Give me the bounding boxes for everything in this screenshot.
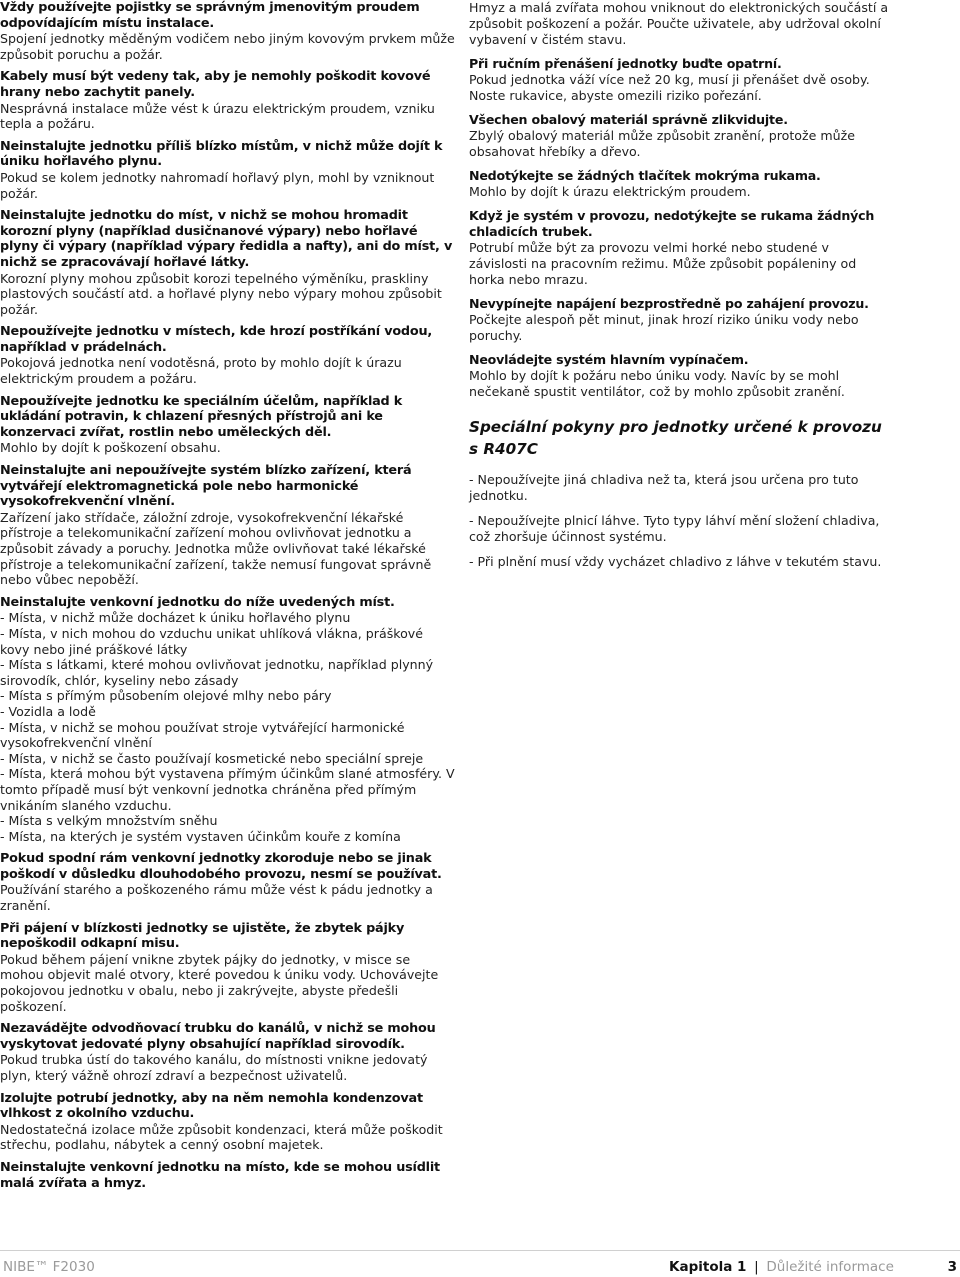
section-water-splash <box>0 324 456 386</box>
list-item: - Vozidla a lodě <box>0 703 96 719</box>
section-soldering <box>0 921 456 1015</box>
section-outdoor-locations <box>0 595 456 845</box>
section-heading: Nevypínejte napájení bezprostředně po zahájení provozu. <box>469 296 869 311</box>
list-item: - Místa, v nichž může docházet k úniku hořlavého plynu <box>0 610 351 626</box>
section-text: Zbylý obalový materiál může způsobit zranění, protože může obsahovat hřebíky a dřevo. <box>469 128 855 159</box>
list-item: - Místa s látkami, které mohou ovlivňovat jednotku, například plynný sirovodík, chlór, kyseliny nebo zásady <box>0 657 434 688</box>
section-packaging <box>469 112 890 160</box>
section-text: Pokojová jednotka není vodotěsná, proto by mohlo dojít k úrazu elektrickým proudem a požáru. <box>0 355 402 387</box>
section-heading: Při ručním přenášení jednotky buďte opatrní. <box>469 56 782 71</box>
footer-separator: | <box>754 1259 759 1275</box>
list-item: - Při plnění musí vždy vycházet chladivo z láhve v tekutém stavu. <box>469 554 882 569</box>
section-cables <box>0 69 456 131</box>
section-corrosive-gas <box>0 208 456 317</box>
section-text: Spojení jednotky měděným vodičem nebo jiným kovovým prvkem může způsobit poruchu a požár. <box>0 31 455 62</box>
list-item: - Místa, na kterých je systém vystaven účinkům kouře z komína <box>0 828 401 844</box>
section-heading: Neinstalujte venkovní jednotku do níže uvedených míst. <box>0 594 395 610</box>
list-item: - Místa, která mohou být vystavena přímým účinkům slané atmosféry. V tomto případě musí být venkovní jednotka chráněna před přímým vnikáním slaného vzduchu. <box>0 766 455 813</box>
section-heading: Neinstalujte venkovní jednotku na místo, kde se mohou usídlit malá zvířata a hmyz. <box>0 1159 440 1191</box>
section-fuses <box>0 0 456 62</box>
chapter-title: Důležité informace <box>766 1259 894 1275</box>
special-instructions-heading: Speciální pokyny pro jednotky určené k provozu s R407C <box>469 418 882 458</box>
section-carrying <box>469 56 890 104</box>
section-text: Mohlo by dojít k úrazu elektrickým proudem. <box>469 184 751 199</box>
footer-brand: NIBE™ F2030 <box>3 1259 95 1275</box>
section-heading: Při pájení v blízkosti jednotky se ujistěte, že zbytek pájky nepoškodil odkapní misu. <box>0 920 405 952</box>
list-item: - Místa s přímým působením olejové mlhy nebo páry <box>0 688 332 704</box>
section-text: Hmyz a malá zvířata mohou vniknout do elektronických součástí a způsobit poškození a požár. Poučte uživatele, aby udržoval okolní vybavení v čistém stavu. <box>469 0 889 47</box>
page-number: 3 <box>947 1259 957 1275</box>
section-heading: Když je systém v provozu, nedotýkejte se rukama žádných chladicích trubek. <box>469 208 875 239</box>
section-heading: Nedotýkejte se žádných tlačítek mokrýma rukama. <box>469 168 821 183</box>
list-item: - Místa s velkým množstvím sněhu <box>0 813 218 829</box>
footer-chapter <box>669 1259 894 1275</box>
section-text: Pokud jednotka váží více než 20 kg, musí ji přenášet dvě osoby. Noste rukavice, abyste omezili riziko pořezání. <box>469 72 870 103</box>
list-item: - Místa, v nichž se často používají kosmetické nebo speciální spreje <box>0 750 424 766</box>
section-heading: Izolujte potrubí jednotky, aby na něm nemohla kondenzovat vlhkost z okolního vzduchu. <box>0 1090 423 1122</box>
section-special-purposes <box>0 394 456 456</box>
right-column <box>469 0 890 579</box>
section-heading: Neinstalujte ani nepoužívejte systém blízko zařízení, která vytvářejí elektromagnetická pole nebo harmonické vysokofrekvenční vlnění. <box>0 463 412 510</box>
chapter-label: Kapitola 1 <box>669 1259 747 1275</box>
section-text: Pokud se kolem jednotky nahromadí hořlavý plyn, mohl by vzniknout požár. <box>0 169 435 201</box>
section-text: Nesprávná instalace může vést k úrazu elektrickým proudem, vzniku tepla a požáru. <box>0 100 435 132</box>
section-corroded-frame <box>0 851 456 913</box>
section-text: Pokud během pájení vnikne zbytek pájky do jednotky, v misce se mohou objevit malé otvory, které povedou k úniku vody. Uchovávejte pokojovou jednotku v obalu, nebo ji zakrývejte, abyste předešli poškození. <box>0 951 439 1014</box>
section-heading: Nezavádějte odvodňovací trubku do kanálů, v nichž se mohou vyskytovat jedovaté plyny obsahující například sirovodík. <box>0 1021 436 1052</box>
section-heading: Neinstalujte jednotku příliš blízko místům, v nichž může dojít k úniku hořlavého plynu. <box>0 138 443 170</box>
section-animals-continued <box>469 0 890 48</box>
section-heading: Kabely musí být vedeny tak, aby je nemohly poškodit kovové hrany nebo zachytit panely. <box>0 69 431 100</box>
list-item: - Místa, v nichž se mohou používat stroje vytvářející harmonické vysokofrekvenční vlnění <box>0 719 405 751</box>
section-heading: Neinstalujte jednotku do míst, v nichž se mohou hromadit korozní plyny (například dusičnanové výpary) nebo hořlavé plyny či výpary (například výpary ředidla a nafty), ani do míst, v nichž se zpracovávají hořlavé látky. <box>0 208 453 270</box>
section-text: Nedostatečná izolace může způsobit kondenzaci, která může poškodit střechu, podlahu, nábytek a cenný osobní majetek. <box>0 1121 443 1153</box>
section-small-animals <box>0 1160 456 1191</box>
section-text: Počkejte alespoň pět minut, jinak hrozí riziko úniku vody nebo poruchy. <box>469 312 859 343</box>
section-cooling-pipes <box>469 208 890 288</box>
section-main-switch <box>469 352 890 400</box>
section-text: Zařízení jako střídače, záložní zdroje, vysokofrekvenční lékařské přístroje a telekomunikační zařízení mohou ovlivňovat jednotku a způsobit závady a poruchy. Jednotka může ovlivňovat také lékařské přístroje a telekomunikační zařízení, takže nemusí fungovat správně nebo vůbec nepoběží. <box>0 509 432 588</box>
section-drain-pipe <box>0 1021 456 1083</box>
section-heading: Pokud spodní rám venkovní jednotky zkoroduje nebo se jinak poškodí v důsledku dlouhodobého provozu, nesmí se používat. <box>0 851 442 882</box>
list-item: - Nepoužívejte jiná chladiva než ta, která jsou určena pro tuto jednotku. <box>469 472 859 503</box>
section-text: Korozní plyny mohou způsobit korozi tepelného výměníku, praskliny plastových součástí atd. a hořlavé plyny nebo výpary mohou způsobit požár. <box>0 270 442 317</box>
section-heading: Nepoužívejte jednotku ke speciálním účelům, například k ukládání potravin, k chlazení přesných přístrojů ani ke konzervaci zvířat, rostlin nebo uměleckých děl. <box>0 393 403 440</box>
section-heading: Neovládejte systém hlavním vypínačem. <box>469 352 749 367</box>
section-text: Pokud trubka ústí do takového kanálu, do místnosti vnikne jedovatý plyn, který vážně ohrozí zdraví a bezpečnost uživatelů. <box>0 1052 428 1083</box>
section-wet-hands <box>469 168 890 200</box>
section-flammable-gas <box>0 139 456 201</box>
section-power-off <box>469 296 890 344</box>
section-insulation <box>0 1091 456 1153</box>
section-heading: Všechen obalový materiál správně zlikvidujte. <box>469 112 788 127</box>
section-text: Mohlo by dojít k požáru nebo úniku vody. Navíc by se mohl nečekaně spustit ventilátor, což by mohlo způsobit zranění. <box>469 368 845 399</box>
section-text: Používání starého a poškozeného rámu může vést k pádu jednotky a zranění. <box>0 882 433 914</box>
list-item: - Nepoužívejte plnicí láhve. Tyto typy láhví mění složení chladiva, což zhoršuje účinnost systému. <box>469 513 880 544</box>
section-text: Potrubí může být za provozu velmi horké nebo studené v závislosti na pracovním režimu. Může způsobit popáleniny od horka nebo mrazu. <box>469 240 857 287</box>
section-heading: Vždy používejte pojistky se správným jmenovitým proudem odpovídajícím místu instalace. <box>0 0 420 31</box>
left-column <box>0 0 456 1198</box>
page-footer <box>0 1250 960 1277</box>
section-text: Mohlo by dojít k poškození obsahu. <box>0 440 221 456</box>
list-item: - Místa, v nich mohou do vzduchu unikat uhlíková vlákna, práškové kovy nebo jiné práškové látky <box>0 625 424 657</box>
section-heading: Nepoužívejte jednotku v místech, kde hrozí postříkání vodou, například v prádelnách. <box>0 324 433 355</box>
section-electromagnetic <box>0 463 456 588</box>
